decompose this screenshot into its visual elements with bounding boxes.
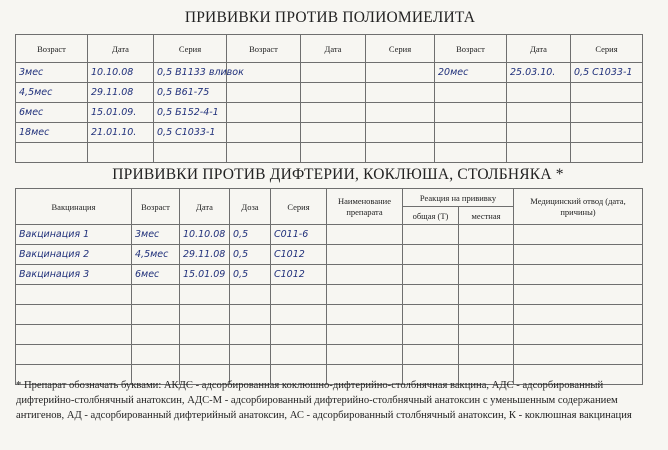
polio-header-age: Возраст [16,35,88,63]
table-cell [230,285,271,305]
table-cell: 15.01.09 [180,265,230,285]
table-cell [403,245,459,265]
table-cell [180,285,230,305]
table-cell: 10.10.08 [180,225,230,245]
table-cell [327,285,403,305]
table-cell [514,345,643,365]
table-cell [327,225,403,245]
table-cell [271,325,327,345]
table-cell: 0,5 Б152-4-1 [154,103,227,123]
table-cell [16,345,132,365]
table-cell: 25.03.10. [507,63,571,83]
table-cell [435,103,507,123]
table-cell [459,305,514,325]
table-cell [327,305,403,325]
table-cell: 3мес [16,63,88,83]
table-cell: 0,5 [230,265,271,285]
table-cell [403,225,459,245]
table-cell: 29.11.08 [180,245,230,265]
table-cell: 0,5 С1033-1 [571,63,643,83]
table-row [16,325,643,345]
table-cell [366,63,435,83]
table-cell [403,285,459,305]
table-row [16,63,643,83]
table-cell [301,63,366,83]
footnote: * Препарат обозначать буквами: АКДС - адсорбированная коклюшно-дифтерийно-столбнячная вакцина, АДС - адсорбированный дифтерийно-столбнячный анатоксин, АДС-М - адсорбированный дифтерийно-столбнячный анатоксин с уменьшенным содержанием антигенов, АД - адсорбированный дифтерийный анатоксин, АС - адсорбированный столбнячный анатоксин, К - коклюшная вакцинация [16,380,632,422]
table-cell: 0,5 С1033-1 [154,123,227,143]
table-cell [571,83,643,103]
table-cell [271,345,327,365]
table-cell [459,345,514,365]
polio-header-age: Возраст [227,35,301,63]
dtp-header-row [16,189,643,207]
table-cell: 29.11.08 [88,83,154,103]
table-cell [327,245,403,265]
table-cell [571,123,643,143]
table-row [16,225,643,245]
dtp-header-dose: Доза [230,189,271,225]
table-cell [459,225,514,245]
table-cell [403,265,459,285]
table-cell: 0,5 В1133 вливок [154,63,227,83]
table-cell: 6мес [16,103,88,123]
table-cell [132,305,180,325]
polio-header-series: Серия [571,35,643,63]
dtp-header-reaction-general: общая (Т) [403,207,459,225]
table-cell: Вакцинация 1 [16,225,132,245]
table-cell [327,265,403,285]
dtp-header-exemption: Медицинский отвод (дата, причины) [514,189,643,225]
dtp-header-reaction: Реакция на прививку [403,189,514,207]
polio-header-series: Серия [366,35,435,63]
table-cell [459,265,514,285]
table-cell [327,345,403,365]
table-row [16,285,643,305]
polio-section-title: ПРИВИВКИ ПРОТИВ ПОЛИОМИЕЛИТА [184,9,476,26]
table-row [16,305,643,325]
table-cell [459,245,514,265]
table-cell [435,83,507,103]
table-cell [366,143,435,163]
dtp-header-reaction-local: местная [459,207,514,225]
table-cell: 6мес [132,265,180,285]
table-cell [132,345,180,365]
polio-header-date: Дата [301,35,366,63]
dtp-header-age: Возраст [132,189,180,225]
table-cell [514,285,643,305]
table-cell: 10.10.08 [88,63,154,83]
polio-header-date: Дата [507,35,571,63]
dtp-header-series: Серия [271,189,327,225]
table-row [16,83,643,103]
table-cell [271,305,327,325]
table-row [16,143,643,163]
table-cell [403,345,459,365]
table-cell [571,143,643,163]
table-cell [301,123,366,143]
table-cell [507,103,571,123]
table-cell [301,143,366,163]
table-cell: С1012 [271,245,327,265]
dtp-table [15,188,643,385]
table-cell: 21.01.10. [88,123,154,143]
table-cell: 4,5мес [132,245,180,265]
table-cell: 15.01.09. [88,103,154,123]
table-cell [180,305,230,325]
table-cell [514,225,643,245]
table-cell [88,143,154,163]
table-cell [435,143,507,163]
table-cell: 20мес [435,63,507,83]
table-cell [507,83,571,103]
table-cell [459,285,514,305]
table-cell [514,325,643,345]
table-cell [366,103,435,123]
table-cell [403,325,459,345]
table-cell: 18мес [16,123,88,143]
dtp-header-vaccination: Вакцинация [16,189,132,225]
table-cell [514,265,643,285]
table-row [16,345,643,365]
table-cell [514,305,643,325]
table-cell: 0,5 [230,245,271,265]
table-cell: 3мес [132,225,180,245]
table-cell [507,123,571,143]
table-cell [132,285,180,305]
table-cell [514,245,643,265]
table-cell [327,325,403,345]
table-cell: Вакцинация 3 [16,265,132,285]
table-cell [301,83,366,103]
dtp-header-preparation: Наименование препарата [327,189,403,225]
table-cell [227,123,301,143]
table-row [16,265,643,285]
table-cell [271,285,327,305]
dtp-header-date: Дата [180,189,230,225]
polio-header-series: Серия [154,35,227,63]
polio-header-age: Возраст [435,35,507,63]
table-cell: 0,5 В61-75 [154,83,227,103]
table-cell [227,143,301,163]
table-cell [16,305,132,325]
table-cell [16,143,88,163]
table-cell: Вакцинация 2 [16,245,132,265]
table-cell [301,103,366,123]
table-cell [154,143,227,163]
table-cell [403,305,459,325]
table-cell [435,123,507,143]
table-cell [571,103,643,123]
table-cell [366,123,435,143]
table-cell: С011-6 [271,225,327,245]
table-cell [459,325,514,345]
table-cell [230,325,271,345]
table-cell: 0,5 [230,225,271,245]
table-cell [227,83,301,103]
table-cell: 4,5мес [16,83,88,103]
polio-header-date: Дата [88,35,154,63]
table-row [16,123,643,143]
table-cell [132,325,180,345]
table-cell [227,103,301,123]
dtp-section-title: ПРИВИВКИ ПРОТИВ ДИФТЕРИИ, КОКЛЮША, СТОЛБНЯКА * [112,166,564,183]
table-cell [16,285,132,305]
table-row [16,245,643,265]
polio-table [15,34,643,163]
table-cell [366,83,435,103]
polio-header-row [16,35,643,63]
table-cell: С1012 [271,265,327,285]
table-row [16,103,643,123]
table-cell [507,143,571,163]
table-cell [230,345,271,365]
table-cell [16,325,132,345]
table-cell [230,305,271,325]
table-cell [180,325,230,345]
table-cell [180,345,230,365]
